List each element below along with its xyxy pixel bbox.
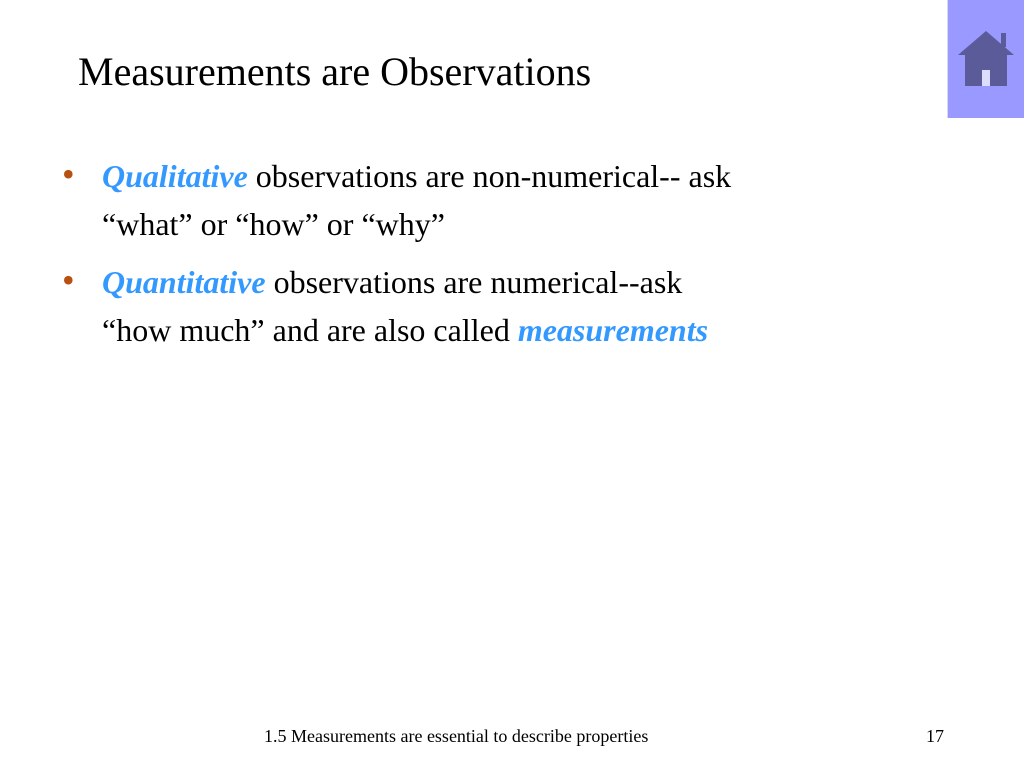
bullet-quantitative xyxy=(62,258,922,354)
term-measurements: measurements xyxy=(517,312,709,348)
bullet-text-1a: observations are non-numerical-- ask xyxy=(247,158,732,194)
home-icon xyxy=(956,28,1016,88)
home-button[interactable] xyxy=(947,0,1024,118)
bullet-text-1b: “what” or “how” or “why” xyxy=(102,206,445,242)
bullet-marker: • xyxy=(62,260,75,300)
bullet-qualitative xyxy=(62,152,922,248)
term-quantitative: Quantitative xyxy=(102,264,266,300)
slide-title: Measurements are Observations xyxy=(78,49,592,94)
bullet-marker: • xyxy=(62,154,75,194)
bullet-list xyxy=(62,152,922,364)
footer-text: 1.5 Measurements are essential to describe properties xyxy=(264,726,649,746)
page-number: 17 xyxy=(926,726,944,746)
bullet-text-2a: observations are numerical--ask xyxy=(265,264,683,300)
bullet-text-2b: “how much” and are also called xyxy=(102,312,518,348)
term-qualitative: Qualitative xyxy=(102,158,248,194)
